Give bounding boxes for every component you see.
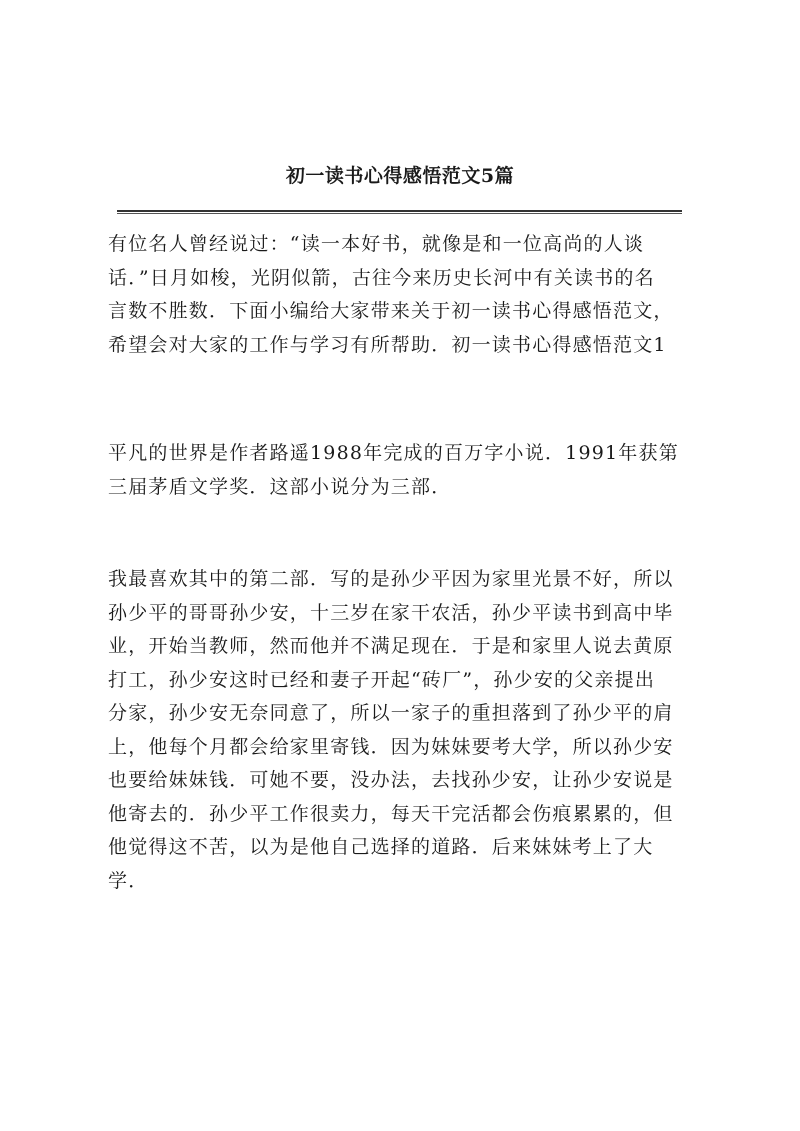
document-title: 初一读书心得感悟范文5篇	[285, 165, 515, 187]
text-line: 他寄去的．孙少平工作很卖力，每天干完活都会伤痕累累的，但	[108, 802, 674, 825]
text-line: 学．	[108, 869, 149, 892]
text-line: 我最喜欢其中的第二部．写的是孙少平因为家里光景不好，所以	[108, 568, 674, 590]
text-line: 三届茅盾文学奖．这部小说分为三部．	[108, 475, 452, 498]
paragraph-intro	[108, 228, 708, 362]
text-line: 希望会对大家的工作与学习有所帮助．初一读书心得感悟范文1	[108, 333, 667, 356]
text-line: 有位名人曾经说过：“读一本好书，就像是和一位高尚的人谈	[108, 233, 645, 255]
text-line: 分家，孙少安无奈同意了，所以一家子的重担落到了孙少平的肩	[108, 702, 674, 724]
text-line: 打工，孙少安这时已经和妻子开起“砖厂”，孙少安的父亲提出	[108, 668, 656, 691]
paragraph-novel-info	[108, 437, 708, 504]
text-line: 平凡的世界是作者路遥1988年完成的百万字小说．1991年获第	[108, 442, 679, 464]
paragraph-story	[108, 563, 708, 898]
text-line: 上，他每个月都会给家里寄钱．因为妹妹要考大学，所以孙少安	[108, 735, 674, 758]
text-line: 业，开始当教师，然而他并不满足现在．于是和家里人说去黄原	[108, 635, 674, 657]
text-line: 他觉得这不苦，以为是他自己选择的道路．后来妹妹考上了大	[108, 836, 654, 858]
title-divider	[117, 210, 682, 214]
text-line: 孙少平的哥哥孙少安，十三岁在家干农活，孙少平读书到高中毕	[108, 601, 674, 624]
text-line: 言数不胜数．下面小编给大家带来关于初一读书心得感悟范文，	[108, 300, 674, 322]
text-line: 也要给妹妹钱．可她不要，没办法，去找孙少安，让孙少安说是	[108, 769, 674, 791]
text-line: 话．”日月如梭，光阴似箭，古往今来历史长河中有关读书的名	[108, 266, 655, 289]
